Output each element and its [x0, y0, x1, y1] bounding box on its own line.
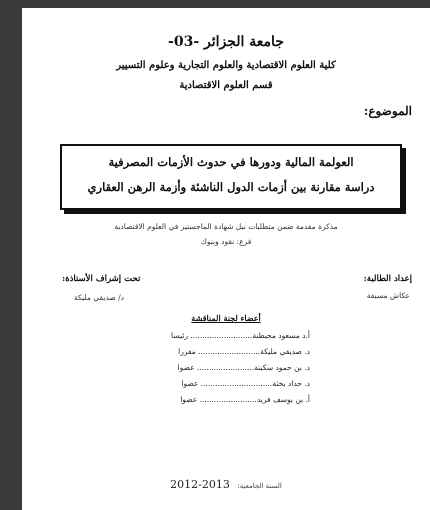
committee-member: د. حداد بخثة.............................. عضوا — [181, 379, 310, 388]
student-name: عكاش مسيفة — [366, 291, 410, 300]
academic-year-value: 2013-2012 — [170, 478, 230, 491]
document-page — [22, 8, 430, 510]
top-border — [0, 0, 430, 8]
title-box — [60, 144, 402, 210]
title-line-1: العولمة المالية ودورها في حدوث الأزمات المصرفية — [108, 155, 354, 169]
title-line-2: دراسة مقارنة بين أزمات الدول الناشئة وأزمة الرهن العقاري — [87, 180, 375, 194]
department-name: قسم العلوم الاقتصادية — [179, 80, 273, 91]
supervisor-label: تحت إشراف الأستاذة: — [62, 274, 141, 284]
faculty-name: كلية العلوم الاقتصادية والعلوم التجارية وعلوم التسيير — [116, 60, 336, 71]
branch-text: فرع: نقود وبنوك — [200, 237, 252, 246]
student-label: إعداد الطالبة: — [363, 274, 412, 284]
academic-year-label: السنة الجامعية: — [237, 482, 282, 490]
committee-member: أ. بن يوسف فريد........................ عضوا — [180, 395, 310, 404]
supervisor-name: د/ صديقي مليكة — [74, 293, 124, 302]
left-border — [0, 0, 22, 510]
university-name: جامعة الجزائر -03- — [168, 34, 284, 50]
subject-label: الموضوع: — [363, 104, 412, 118]
committee-member: د. صديقي مليكة.......................... مقررا — [178, 347, 310, 356]
committee-member: أ.د مسعود مجيطنة.......................... رئيسا — [171, 331, 310, 340]
memo-description: مذكرة مقدمة ضمن متطلبات نيل شهادة الماجستير في العلوم الاقتصادية — [114, 222, 338, 231]
committee-title: أعضاء لجنة المناقشة — [191, 313, 261, 323]
academic-year — [22, 478, 430, 491]
committee-member: د. بن حمود سكينة........................ عضوا — [177, 363, 310, 372]
